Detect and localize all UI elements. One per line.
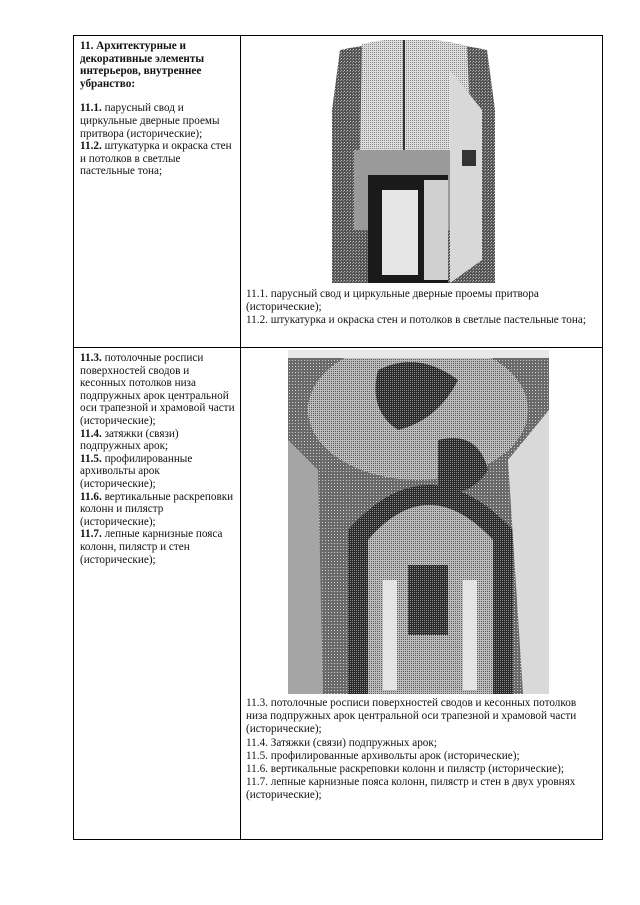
item-11-6 — [80, 491, 235, 529]
item-number: 11.5. — [80, 452, 102, 465]
item-11-4 — [80, 428, 235, 453]
item-11-5 — [80, 453, 235, 491]
caption-11-1: 11.1. парусный свод и циркульные дверные проемы притвора (исторические); — [246, 288, 539, 314]
item-text: профилированные архивольты арок (исторические); — [80, 452, 193, 490]
item-11-2 — [80, 140, 235, 178]
narthex-vault-photo — [332, 40, 495, 283]
row-divider — [74, 347, 602, 348]
item-text: штукатурка и окраска стен и потолков в светлые пастельные тона; — [80, 140, 232, 178]
item-text: вертикальные раскреповки колонн и пилястр (исторические); — [80, 490, 234, 528]
column-divider — [240, 36, 241, 839]
item-11-3 — [80, 352, 235, 428]
row2-caption — [246, 697, 598, 803]
caption-11-6: 11.6. вертикальные раскреповки колонн и пилястр (исторические); — [246, 763, 564, 776]
caption-11-3: 11.3. потолочные росписи поверхностей сводов и кесонных потолков низа подпружных арок центральной оси трапезной и храмовой части (исторические); — [246, 697, 577, 736]
caption-11-7: 11.7. лепные карнизные пояса колонн, пилястр и стен в двух уровнях (исторические); — [246, 776, 576, 802]
item-text: потолочные росписи поверхностей сводов и кесонных потолков низа подпружных арок центральной оси трапезной и храмовой части (исторические); — [80, 352, 235, 427]
row2-description — [80, 352, 235, 566]
row1-description — [80, 40, 235, 178]
item-number: 11.4. — [80, 427, 102, 440]
item-number: 11.3. — [80, 352, 102, 364]
section-heading: 11. Архитектурные и декоративные элементы интерьеров, внутреннее убранство: — [80, 40, 205, 90]
item-text: лепные карнизные пояса колонн, пилястр и стен (исторические); — [80, 528, 223, 566]
painted-vaults-photo — [288, 350, 549, 694]
caption-11-2: 11.2. штукатурка и окраска стен и потолков в светлые пастельные тона; — [246, 314, 586, 327]
caption-11-5: 11.5. профилированные архивольты арок (исторические); — [246, 749, 520, 762]
document-table — [73, 35, 603, 840]
item-text: затяжки (связи) подпружных арок; — [80, 427, 179, 453]
item-11-7 — [80, 528, 235, 566]
item-number: 11.2. — [80, 140, 102, 153]
item-number: 11.6. — [80, 490, 102, 503]
item-number: 11.7. — [80, 528, 102, 541]
item-number: 11.1. — [80, 102, 102, 115]
row1-caption — [246, 288, 598, 328]
item-text: парусный свод и циркульные дверные проемы притвора (исторические); — [80, 102, 220, 140]
caption-11-4: 11.4. Затяжки (связи) подпружных арок; — [246, 736, 437, 749]
item-11-1 — [80, 102, 235, 140]
